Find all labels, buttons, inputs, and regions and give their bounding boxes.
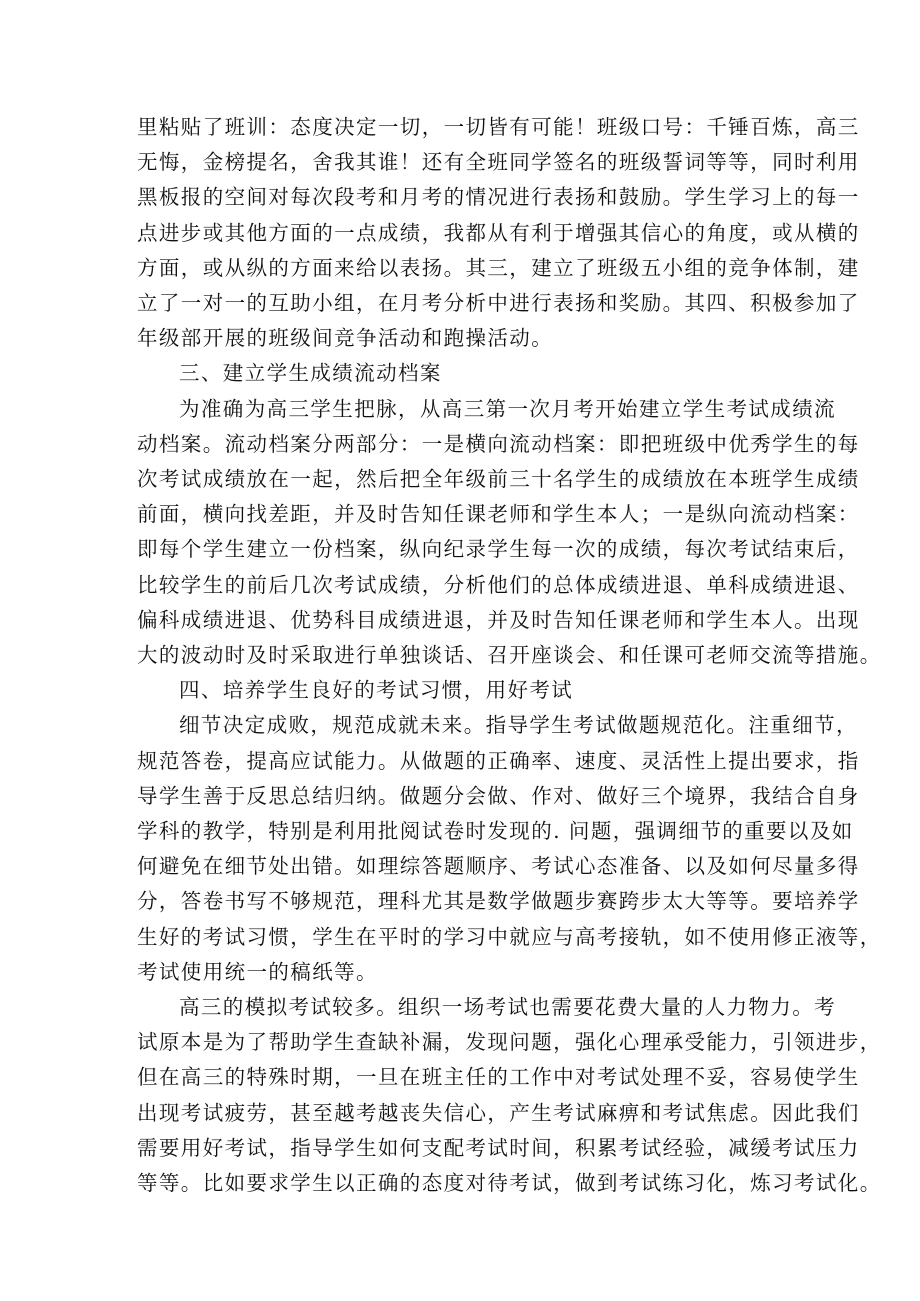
text-line: 立了一对一的互助小组，在月考分析中进行表扬和奖励。其四、积极参加了 <box>137 291 860 316</box>
section-heading-4: 四、培养学生良好的考试习惯，用好考试 <box>179 678 574 703</box>
text-line: 何避免在细节处出错。如理综答题顺序、考试心态准备、以及如何尽量多得 <box>137 854 860 879</box>
text-line: 细节决定成败，规范成就未来。指导学生考试做题规范化。注重细节， <box>179 713 858 738</box>
text-line: 等等。比如要求学生以正确的态度对待考试，做到考试练习化，炼习考试化。 <box>137 1171 882 1196</box>
text-line: 但在高三的特殊时期，一旦在班主任的工作中对考试处理不妥，容易使学生 <box>137 1065 860 1090</box>
section-heading-3: 三、建立学生成绩流动档案 <box>179 361 442 386</box>
text-line: 无悔，金榜提名，舍我其谁！还有全班同学签名的班级誓词等等，同时利用 <box>137 150 860 175</box>
text-line: 动档案。流动档案分两部分：一是横向流动档案：即把班级中优秀学生的每 <box>137 431 860 456</box>
text-line: 即每个学生建立一份档案，纵向纪录学生每一次的成绩，每次考试结束后， <box>137 537 860 562</box>
text-line: 次考试成绩放在一起，然后把全年级前三十名学生的成绩放在本班学生成绩 <box>137 467 860 492</box>
paragraph-score-archive <box>137 392 882 674</box>
text-line: 年级部开展的班级间竞争活动和跑操活动。 <box>137 326 554 351</box>
text-line: 黑板报的空间对每次段考和月考的情况进行表扬和鼓励。学生学习上的每一 <box>137 185 860 210</box>
text-line: 需要用好考试，指导学生如何支配考试时间，积累考试经验，减缓考试压力 <box>137 1135 860 1160</box>
paragraph-mock-exams <box>137 990 882 1201</box>
text-line: 前面，横向找差距，并及时告知任课老师和学生本人；一是纵向流动档案： <box>137 502 860 527</box>
paragraph-exam-habits <box>137 708 882 990</box>
text-line: 点进步或其他方面的一点成绩，我都从有利于增强其信心的角度，或从横的 <box>137 220 860 245</box>
text-line: 分，答卷书写不够规范，理科尤其是数学做题步赛跨步太大等等。要培养学 <box>137 889 860 914</box>
text-line: 生好的考试习惯，学生在平时的学习中就应与高考接轨，如不使用修正液等， <box>137 924 882 949</box>
text-line: 导学生善于反思总结归纳。做题分会做、作对、做好三个境界，我结合自身 <box>137 783 860 808</box>
text-line: 考试使用统一的稿纸等。 <box>137 959 378 984</box>
text-line: 学科的教学，特别是利用批阅试卷时发现的. 问题，强调细节的重要以及如 <box>137 819 854 844</box>
text-line: 方面，或从纵的方面来给以表扬。其三，建立了班级五小组的竞争体制，建 <box>137 255 860 280</box>
text-line: 试原本是为了帮助学生查缺补漏，发现问题，强化心理承受能力，引领进步， <box>137 1030 882 1055</box>
document-body <box>137 110 882 1201</box>
text-line: 高三的模拟考试较多。组织一场考试也需要花费大量的人力物力。考 <box>179 995 836 1020</box>
paragraph-class-motto <box>137 110 860 356</box>
text-line: 为准确为高三学生把脉，从高三第一次月考开始建立学生考试成绩流 <box>179 396 836 421</box>
text-line: 规范答卷，提高应试能力。从做题的正确率、速度、灵活性上提出要求，指 <box>137 748 860 773</box>
text-line: 出现考试疲劳，甚至越考越丧失信心，产生考试麻痹和考试焦虑。因此我们 <box>137 1100 860 1125</box>
text-line: 比较学生的前后几次考试成绩，分析他们的总体成绩进退、单科成绩进退、 <box>137 572 860 597</box>
text-line: 大的波动时及时采取进行单独谈话、召开座谈会、和任课可老师交流等措施。 <box>137 643 882 668</box>
text-line: 偏科成绩进退、优势科目成绩进退，并及时告知任课老师和学生本人。出现 <box>137 607 860 632</box>
text-line: 里粘贴了班训：态度决定一切，一切皆有可能！班级口号：千锤百炼，高三 <box>137 115 860 139</box>
